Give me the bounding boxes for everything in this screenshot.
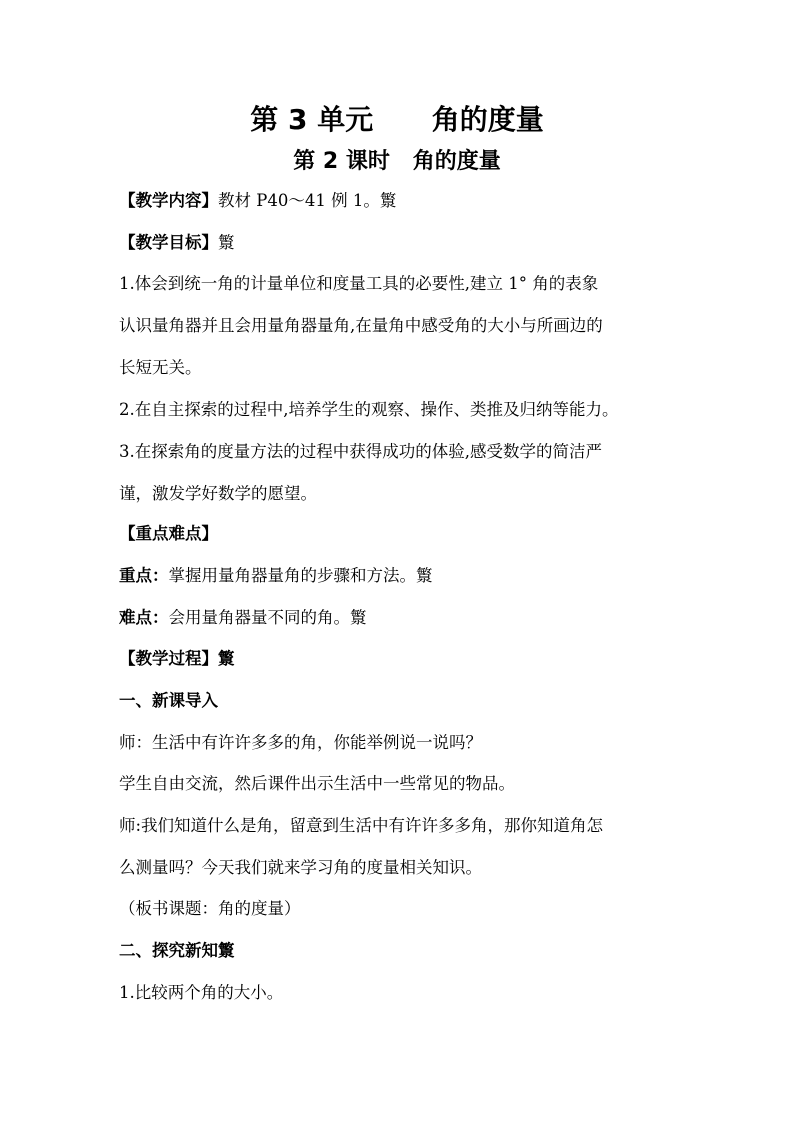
teaching-process-mark: 瀪 (218, 649, 235, 668)
goal-3-line-1: 3.在探索角的度量方法的过程中获得成功的体验,感受数学的简洁严 (119, 442, 602, 461)
section-1-para-3-line-1: 师:我们知道什么是角，留意到生活中有许许多多角，那你知道角怎 (119, 816, 604, 835)
goal-1-line-2: 认识量角器并且会用量角器量角,在量角中感受角的大小与所画边的 (119, 316, 603, 335)
section-2-heading: 二、探究新知瀪 (119, 941, 235, 960)
teaching-goals-mark: 瀪 (218, 233, 235, 252)
teaching-content-line (119, 190, 689, 212)
teaching-goals-label: 【教学目标】 (119, 233, 218, 252)
focus-line (119, 565, 689, 587)
section-1-heading: 一、新课导入 (119, 691, 218, 710)
difficulty-label: 难点： (119, 608, 169, 627)
goal-2: 2.在自主探索的过程中,培养学生的观察、操作、类推及归纳等能力。 (119, 400, 619, 419)
key-points-heading: 【重点难点】 (119, 524, 218, 543)
teaching-content-text: 教材 P40～41 例 1。瀪 (218, 191, 397, 210)
difficulty-line (119, 607, 689, 629)
focus-text: 掌握用量角器量角的步骤和方法。瀪 (168, 566, 433, 585)
lesson-title: 第 2 课时 角的度量 (293, 149, 501, 174)
teaching-content-label: 【教学内容】 (119, 191, 218, 210)
teaching-process-label: 【教学过程】 (119, 649, 218, 668)
teaching-goals-heading (119, 232, 689, 254)
teaching-process-heading (119, 648, 689, 670)
goal-3-line-2: 谨，激发学好数学的愿望。 (119, 484, 317, 503)
goal-1-line-1: 1.体会到统一角的计量单位和度量工具的必要性,建立 1° 角的表象 (119, 274, 599, 293)
goal-1-line-3: 长短无关。 (119, 358, 202, 377)
unit-title: 第 3 单元 角的度量 (250, 103, 544, 136)
section-1-para-3-line-2: 么测量吗？今天我们就来学习角的度量相关知识。 (119, 858, 482, 877)
section-1-para-2: 学生自由交流，然后课件出示生活中一些常见的物品。 (119, 774, 515, 793)
section-1-para-4: （板书课题：角的度量） (119, 899, 301, 918)
difficulty-text: 会用量角器量不同的角。瀪 (168, 608, 367, 627)
section-2-para-1: 1.比较两个角的大小。 (119, 983, 284, 1002)
focus-label: 重点： (119, 566, 169, 585)
section-1-para-1: 师：生活中有许许多多的角，你能举例说一说吗？ (119, 733, 482, 752)
